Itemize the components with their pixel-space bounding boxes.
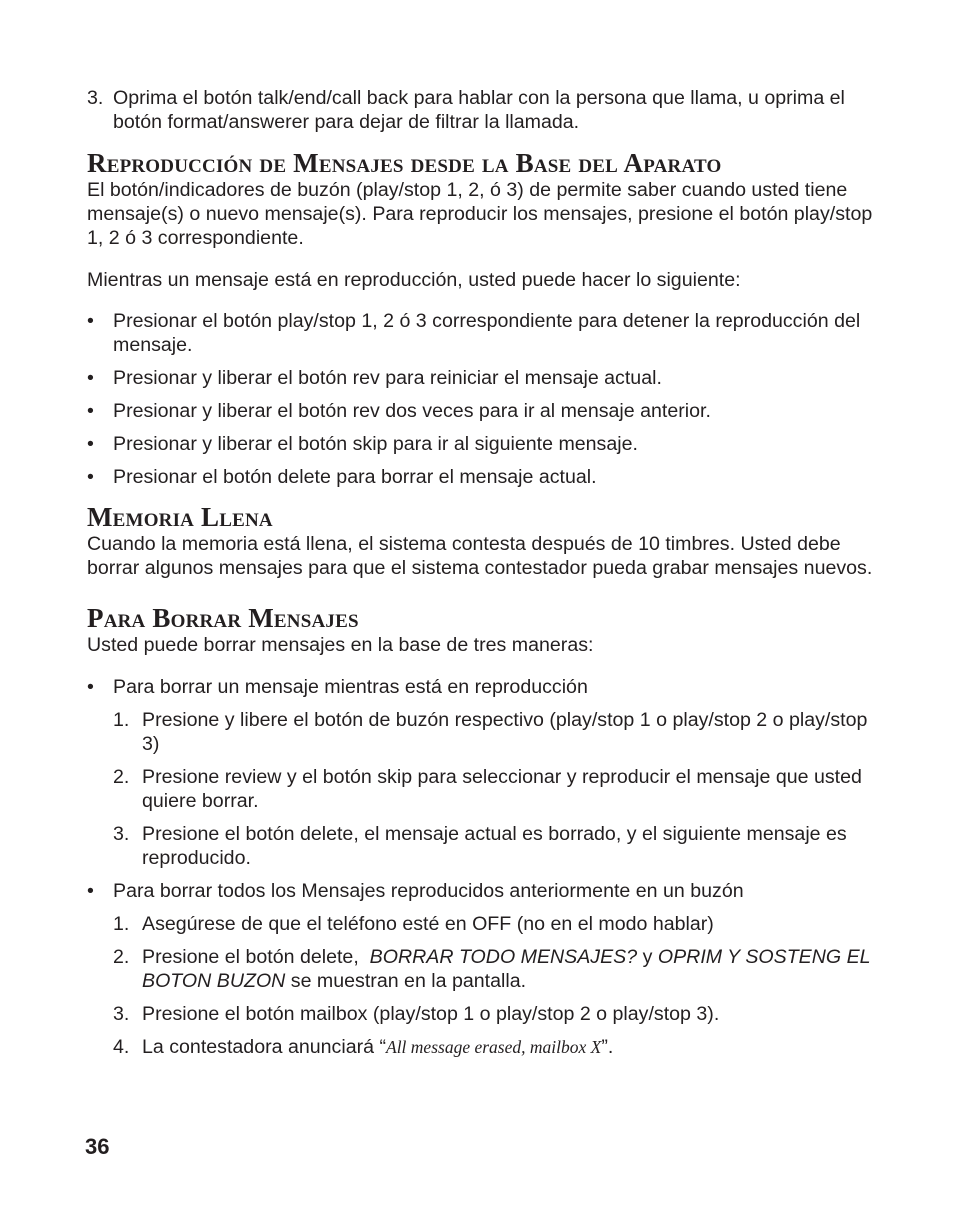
step-number: 3.: [113, 823, 130, 845]
list-item: [87, 432, 877, 456]
list-item: [87, 879, 877, 903]
delete-intro: Usted puede borrar mensajes en la base de tres maneras:: [87, 634, 594, 656]
step-number: 3.: [87, 87, 104, 109]
list-item: [87, 465, 877, 489]
step-number: 2.: [113, 766, 130, 788]
step-text-pre: La contestadora anunciará “: [142, 1036, 386, 1058]
list-item-text: Presionar el botón play/stop 1, 2 ó 3 correspondiente para detener la reproducción del mensaje.: [113, 310, 861, 356]
step-number: 1.: [113, 913, 130, 935]
step-text: Presione review y el botón skip para seleccionar y reproducir el mensaje que usted quiere borrar.: [142, 766, 862, 812]
bullet-marker: •: [87, 433, 94, 455]
playback-bullet-list: [87, 309, 877, 489]
step-number: 1.: [113, 709, 130, 731]
step-text: Asegúrese de que el teléfono esté en OFF (no en el modo hablar): [142, 913, 714, 935]
step-text: Presione el botón mailbox (play/stop 1 o play/stop 2 o play/stop 3).: [142, 1003, 720, 1025]
list-item: [87, 675, 877, 699]
list-item: [87, 309, 877, 357]
playback-paragraph: El botón/indicadores de buzón (play/stop 1, 2, ó 3) de permite saber cuando usted tiene mensaje(s) o nuevo mensaje(s). Para reproducir los mensajes, presione el botón play/stop 1, 2 ó 3 correspondiente.: [87, 179, 873, 249]
heading-memory-full: Memoria Llena: [87, 502, 273, 532]
page-content: [87, 86, 877, 1059]
step-text: Presione el botón delete, el mensaje actual es borrado, y el siguiente mensaje es reproducido.: [142, 823, 847, 869]
step-text-post: se muestran en la pantalla.: [290, 970, 527, 992]
list-item-text: Presionar el botón delete para borrar el mensaje actual.: [113, 466, 597, 488]
numbered-step: [113, 708, 877, 756]
playback-while-paragraph: Mientras un mensaje está en reproducción, usted puede hacer lo siguiente:: [87, 269, 741, 291]
numbered-step: [113, 945, 877, 993]
announcement-quote: All message erased, mailbox X: [386, 1037, 602, 1057]
numbered-step: [113, 912, 877, 936]
step-text: Oprima el botón talk/end/call back para hablar con la persona que llama, u oprima el botón format/answerer para dejar de filtrar la llamada.: [113, 87, 845, 133]
list-item-text: Presionar y liberar el botón skip para ir al siguiente mensaje.: [113, 433, 638, 455]
display-text-hold-mailbox: OPRIM Y SOSTENG EL BOTON BUZON: [142, 946, 871, 992]
list-item-text: Para borrar un mensaje mientras está en reproducción: [113, 676, 588, 698]
bullet-marker: •: [87, 310, 94, 332]
list-item: [87, 399, 877, 423]
numbered-step: [113, 1002, 877, 1026]
bullet-marker: •: [87, 676, 94, 698]
numbered-step: [113, 1035, 877, 1059]
numbered-step: [113, 822, 877, 870]
display-text-delete-all: BORRAR TODO MENSAJES?: [369, 946, 638, 968]
delete-bullet-list: [87, 675, 877, 1059]
list-item-text: Presionar y liberar el botón rev para reiniciar el mensaje actual.: [113, 367, 662, 389]
list-item-text: Presionar y liberar el botón rev dos veces para ir al mensaje anterior.: [113, 400, 711, 422]
bullet-marker: •: [87, 367, 94, 389]
list-item: [87, 366, 877, 390]
step-number: 4.: [113, 1036, 130, 1058]
heading-playback: Reproducción de Mensajes desde la Base del Aparato: [87, 148, 722, 178]
step-text: Presione y libere el botón de buzón respectivo (play/stop 1 o play/stop 2 o play/stop 3): [142, 709, 868, 755]
step-text-pre: Presione el botón delete,: [142, 946, 359, 968]
step-text-post: ”.: [601, 1036, 614, 1058]
step-number: 3.: [113, 1003, 130, 1025]
heading-delete-messages: Para Borrar Mensajes: [87, 603, 359, 633]
numbered-step: [113, 765, 877, 813]
step-text-mid: y: [642, 946, 653, 968]
list-item-text: Para borrar todos los Mensajes reproducidos anteriormente en un buzón: [113, 880, 744, 902]
bullet-marker: •: [87, 400, 94, 422]
bullet-marker: •: [87, 880, 94, 902]
intro-step: [87, 86, 877, 134]
bullet-marker: •: [87, 466, 94, 488]
page-number: 36: [85, 1134, 110, 1159]
memory-paragraph: Cuando la memoria está llena, el sistema contesta después de 10 timbres. Usted debe borrar algunos mensajes para que el sistema contestador pueda grabar mensajes nuevos.: [87, 533, 873, 579]
step-number: 2.: [113, 946, 130, 968]
